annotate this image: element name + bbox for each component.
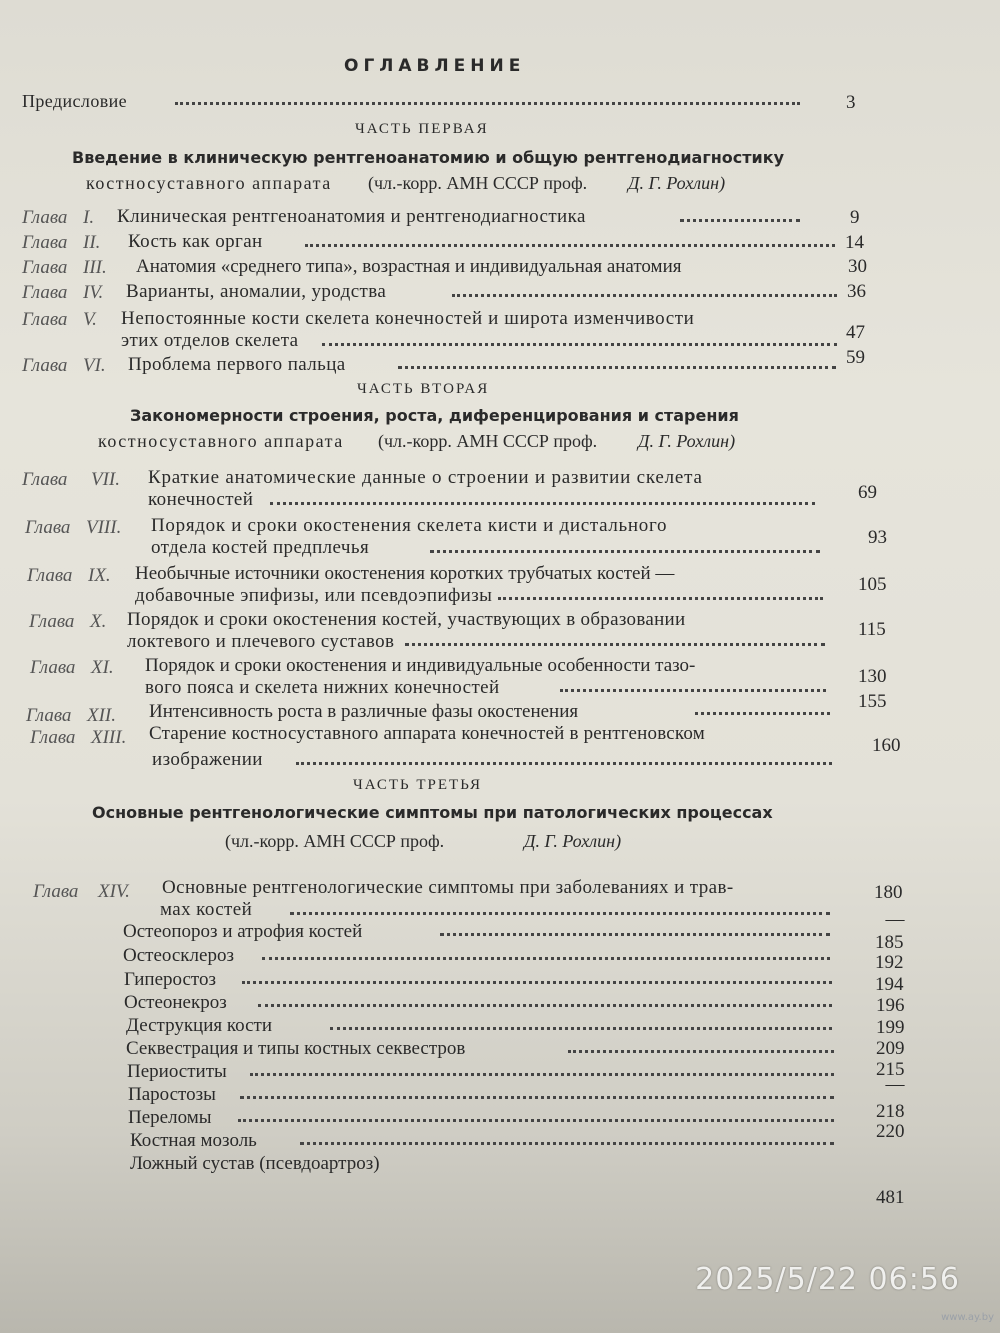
subitem-page: 196 [876, 995, 905, 1016]
subitem-label: Ложный сустав (псевдоартроз) [130, 1153, 380, 1174]
chapter-title-cont: мах костей [160, 899, 253, 920]
chapter-title-cont: добавочные эпифизы, или псевдоэпифизы [135, 585, 493, 606]
leader-dots [305, 244, 835, 247]
subitem-label: Остеосклероз [123, 945, 234, 966]
chapter-page: 9 [850, 207, 860, 228]
chapter-label: Глава [29, 611, 75, 632]
preface-label: Предисловие [22, 91, 128, 111]
chapter-label: Глава [22, 469, 68, 490]
leader-dots [680, 219, 800, 222]
chapter-label: Глава [22, 282, 68, 303]
part-heading: ЧАСТЬ ПЕРВАЯ [355, 121, 489, 137]
chapter-number: III. [83, 257, 107, 278]
chapter-title: Клиническая рентгеноанатомия и рентгенодиагностика [117, 206, 586, 227]
preface-page: 3 [846, 92, 856, 113]
chapter-page: 30 [848, 256, 867, 277]
leader-dots [430, 550, 820, 553]
subitem-label: Периоститы [127, 1061, 227, 1082]
chapter-page: 115 [858, 619, 886, 640]
chapter-title: Краткие анатомические данные о строении и развитии скелета [148, 467, 703, 488]
subitem-page: 192 [875, 952, 904, 973]
page-number: 481 [876, 1187, 905, 1208]
leader-dots [405, 643, 825, 646]
chapter-label: Глава [22, 232, 68, 253]
leader-dots [262, 957, 830, 960]
part-section-credit: (чл.-корр. АМН СССР проф. [378, 431, 598, 451]
subitem-label: Остеопороз и атрофия костей [123, 921, 363, 942]
leader-dots [296, 762, 832, 765]
leader-dots [258, 1004, 832, 1007]
chapter-number: I. [83, 207, 95, 228]
leader-dots [238, 1119, 834, 1122]
part-section-credit: (чл.-корр. АМН СССР проф. [225, 831, 445, 851]
chapter-title: Проблема первого пальца [128, 354, 346, 375]
subitem-label: Паростозы [128, 1084, 216, 1105]
subitem-page: 209 [876, 1038, 905, 1059]
chapter-label: Глава [26, 705, 72, 726]
chapter-number: XIII. [91, 727, 127, 748]
chapter-label: Глава [22, 207, 68, 228]
part-section-title: Закономерности строения, роста, диференцирования и старения [130, 406, 739, 425]
chapter-title: Порядок и сроки окостенения и индивидуальные особенности тазо- [145, 655, 696, 676]
leader-dots [250, 1073, 834, 1076]
part-section-title-cont: костносуставного аппарата [86, 173, 332, 193]
chapter-title-cont: вого пояса и скелета нижних конечностей [145, 677, 500, 698]
chapter-title: Старение костносуставного аппарата конечностей в рентгеновском [149, 723, 705, 744]
chapter-title: Порядок и сроки окостенения скелета кисти и дистального [151, 515, 668, 536]
subitem-page: — [885, 1074, 905, 1095]
chapter-label: Глава [25, 517, 71, 538]
chapter-number: XIV. [98, 881, 130, 902]
chapter-label: Глава [30, 727, 76, 748]
chapter-number: XII. [87, 705, 117, 726]
chapter-title: Непостоянные кости скелета конечностей и широта изменчивости [121, 308, 695, 329]
chapter-number: II. [83, 232, 101, 253]
subitem-label: Секвестрация и типы костных секвестров [126, 1038, 466, 1059]
chapter-page: 155 [858, 691, 887, 712]
leader-dots [240, 1096, 834, 1099]
watermark: www.ay.by [941, 1312, 994, 1323]
part-section-title: Введение в клиническую рентгеноанатомию и общую рентгенодиагностику [72, 148, 785, 167]
chapter-title: Анатомия «среднего типа», возрастная и индивидуальная анатомия [136, 256, 682, 277]
part-heading: ЧАСТЬ ВТОРАЯ [357, 381, 490, 397]
photo-timestamp: 2025/5/22 06:56 [695, 1262, 960, 1297]
chapter-title: Интенсивность роста в различные фазы окостенения [149, 701, 579, 722]
chapter-title: Кость как орган [128, 231, 263, 252]
chapter-title: Порядок и сроки окостенения костей, участвующих в образовании [127, 609, 686, 630]
subitem-page: 220 [876, 1121, 905, 1142]
leader-dots [440, 933, 830, 936]
subitem-label: Деструкция кости [126, 1015, 273, 1036]
subitem-page: 185 [875, 932, 904, 953]
chapter-title-cont: конечностей [148, 489, 254, 510]
chapter-page: 160 [872, 735, 901, 756]
subitem-page: 218 [876, 1101, 905, 1122]
part-author: Д. Г. Рохлин) [524, 831, 622, 851]
leader-dots [452, 294, 837, 297]
chapter-number: VIII. [86, 517, 122, 538]
chapter-title-cont: отдела костей предплечья [151, 537, 370, 558]
chapter-title: Варианты, аномалии, уродства [126, 281, 387, 302]
subitem-label: Костная мозоль [130, 1130, 257, 1151]
subitem-page: 194 [875, 974, 904, 995]
part-section-title-cont: костносуставного аппарата [98, 431, 344, 451]
chapter-page: 69 [858, 482, 877, 503]
chapter-label: Глава [22, 355, 68, 376]
subitem-page: 215 [876, 1059, 905, 1080]
chapter-page: 36 [847, 281, 866, 302]
chapter-label: Глава [22, 309, 68, 330]
chapter-title: Основные рентгенологические симптомы при заболеваниях и трав- [162, 877, 734, 898]
chapter-number: VI. [83, 355, 106, 376]
leader-dots [270, 502, 815, 505]
chapter-page: 105 [858, 574, 887, 595]
chapter-number: XI. [91, 657, 114, 678]
chapter-page: 47 [846, 322, 865, 343]
part-section-credit: (чл.-корр. АМН СССР проф. [368, 173, 588, 193]
leader-dots [695, 712, 830, 715]
chapter-number: V. [83, 309, 97, 330]
chapter-label: Глава [27, 565, 73, 586]
toc-title: ОГЛАВЛЕНИЕ [344, 56, 526, 76]
chapter-page: 14 [845, 232, 864, 253]
leader-dots [568, 1050, 834, 1053]
chapter-page: 180 [874, 882, 903, 903]
leader-dots [290, 912, 830, 915]
subitem-page: — [885, 909, 905, 930]
chapter-number: VII. [91, 469, 121, 490]
part-heading: ЧАСТЬ ТРЕТЬЯ [353, 777, 483, 793]
chapter-page: 130 [858, 666, 887, 687]
part-section-title: Основные рентгенологические симптомы при патологических процессах [92, 803, 773, 822]
chapter-label: Глава [30, 657, 76, 678]
leader-dots [300, 1142, 834, 1145]
chapter-label: Глава [22, 257, 68, 278]
part-author: Д. Г. Рохлин) [628, 173, 726, 193]
leader-dots [330, 1027, 832, 1030]
subitem-page: 199 [876, 1017, 905, 1038]
chapter-number: IV. [83, 282, 104, 303]
chapter-title-cont: изображении [152, 749, 263, 770]
leader-dots [398, 366, 836, 369]
chapter-title-cont: локтевого и плечевого суставов [127, 631, 395, 652]
subitem-label: Переломы [128, 1107, 212, 1128]
subitem-label: Гиперостоз [124, 969, 216, 990]
chapter-label: Глава [33, 881, 79, 902]
chapter-title-cont: этих отделов скелета [121, 330, 299, 351]
leader-dots [242, 981, 832, 984]
chapter-number: IX. [88, 565, 111, 586]
subitem-label: Остеонекроз [124, 992, 227, 1013]
chapter-page: 93 [868, 527, 887, 548]
leader-dots [560, 689, 826, 692]
leader-dots [498, 597, 823, 600]
chapter-page: 59 [846, 347, 865, 368]
leader-dots [322, 343, 837, 346]
part-author: Д. Г. Рохлин) [638, 431, 736, 451]
leader-dots [175, 102, 800, 105]
chapter-number: X. [90, 611, 107, 632]
chapter-title: Необычные источники окостенения коротких трубчатых костей — [135, 563, 675, 584]
